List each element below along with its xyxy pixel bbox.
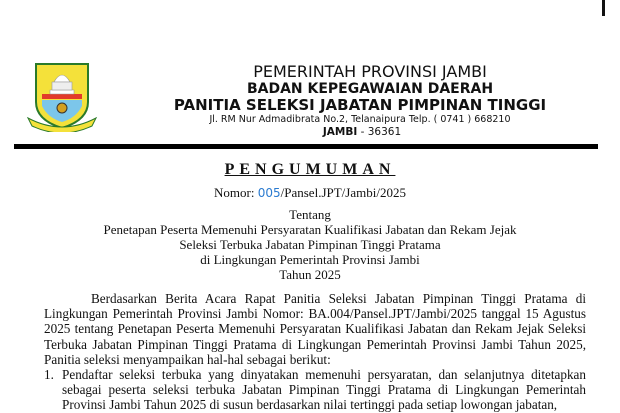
nomor-value: 005 — [257, 186, 281, 200]
header-city — [323, 126, 401, 139]
header-agency: BADAN KEPEGAWAIAN DAERAH — [246, 81, 494, 97]
subject-line: Tentang — [289, 207, 331, 222]
list-text: Pendaftar seleksi terbuka yang dinyatakan memenuhi persyaratan, dan selanjutnya ditetapkan sebagai peserta seleksi terbuka Jabatan Pimpinan Tinggi Pratama di Lingkungan Pemerintah Provinsi Jambi Tahun 2025 di susun berdasarkan nilai tertinggi pada setiap lowongan jabatan, — [62, 367, 586, 413]
document-body — [44, 291, 586, 413]
document-number — [0, 185, 620, 201]
header-committee: PANITIA SELEKSI JABATAN PIMPINAN TINGGI — [173, 96, 547, 114]
jambi-province-emblem — [26, 60, 98, 132]
nomor-label: Nomor: — [214, 185, 258, 200]
letterhead-divider — [14, 144, 598, 149]
list-item — [44, 367, 586, 413]
body-paragraph: Berdasarkan Berita Acara Rapat Panitia Seleksi Jabatan Pimpinan Tinggi Pratama di Lingkungan Pemerintah Provinsi Jambi Nomor: BA.004/Pansel.JPT/Jambi/2025 tanggal 15 Agustus 2025 tentang Penetapan Peserta Memenuhi Persyaratan Kualifikasi Jabatan dan Rekam Jejak Seleksi Terbuka Jabatan Pimpinan Tinggi Pratama di Lingkungan Pemerintah Provinsi Jambi Tahun 2025, Panitia seleksi menyampaikan hal-hal sebagai berikut: — [44, 291, 586, 367]
subject-line: Tahun 2025 — [279, 267, 341, 282]
letterhead — [100, 63, 620, 139]
city: JAMBI — [322, 126, 358, 138]
nomor-suffix: /Pansel.JPT/Jambi/2025 — [280, 185, 406, 200]
postal-code: - 36361 — [357, 126, 402, 138]
subject-line: di Lingkungan Pemerintah Provinsi Jambi — [200, 252, 420, 267]
subject-line: Penetapan Peserta Memenuhi Persyaratan Kualifikasi Jabatan dan Rekam Jejak — [103, 222, 517, 237]
window-edge-mark — [602, 0, 605, 16]
list-number: 1. — [44, 367, 54, 383]
document-title: PENGUMUMAN — [224, 161, 396, 178]
subject-line: Seleksi Terbuka Jabatan Pimpinan Tinggi Pratama — [179, 237, 441, 252]
header-government: PEMERINTAH PROVINSI JAMBI — [253, 62, 487, 81]
header-address: Jl. RM Nur Admadibrata No.2, Telanaipura Telp. ( 0741 ) 668210 — [209, 114, 511, 125]
document-subject — [0, 207, 620, 282]
